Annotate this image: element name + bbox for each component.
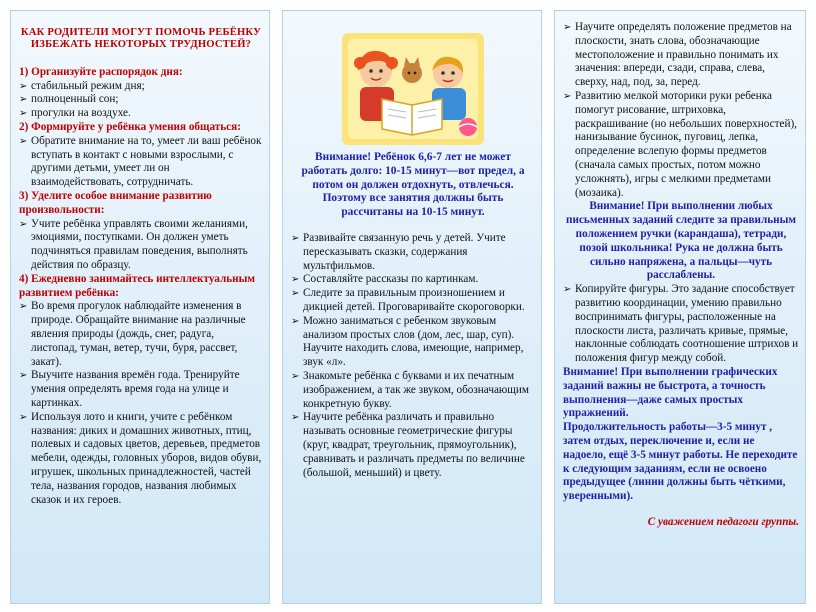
- list-item: ➢ Во время прогулок наблюдайте изменения в природе. Обращайте внимание на различные явления природы (дождь, снег, радуга, листопад, туман, ветер, тучи, буря, рассвет, закат).: [19, 300, 246, 368]
- arrow-bullet-icon: ➢: [563, 90, 572, 102]
- signature: С уважением педагоги группы.: [647, 515, 799, 528]
- attention-note-graphics: Внимание! При выполнении графических заданий важны не быстрота, а точность выполнения—даже самых простых упражнений.: [563, 365, 778, 420]
- arrow-bullet-icon: ➢: [19, 370, 28, 382]
- list-item: ➢ Развитию мелкой моторики руки ребенка помогут рисование, штриховка, раскрашивание (но небольших поверхностей), нанизывание бусинок, пуговиц, лепка, определение вслепую формы предметов (сначала самых простых, потом можно усложнять), игры с мелкими предметами (мозаика).: [563, 89, 797, 199]
- list-item: ➢ Составляйте рассказы по картинкам.: [291, 273, 479, 286]
- arrow-bullet-icon: ➢: [563, 284, 572, 296]
- list-item: ➢ Используя лото и книги, учите с ребёнком названия: диких и домашних животных, птиц, полевых и садовых цветов, деревьев, предметов мебели, одежды, головных уборов, видов обуви, игрушек, школьных принадлежностей, частей тела, названия городов, названия любимых сказок и их героев.: [19, 410, 262, 506]
- arrow-bullet-icon: ➢: [19, 135, 28, 147]
- section-1-heading: 1) Организуйте распорядок дня:: [19, 65, 183, 78]
- arrow-bullet-icon: ➢: [291, 412, 300, 424]
- list-item: ➢ Копируйте фигуры. Это задание способствует развитию координации, умению правильно воспринимать фигуры, расположенные на плоскости листа, различать кривые, прямые, наклонные соблюдать соотношение штрихов и положения фигур между собой.: [563, 283, 799, 365]
- arrow-bullet-icon: ➢: [291, 370, 300, 382]
- arrow-bullet-icon: ➢: [19, 411, 28, 423]
- arrow-bullet-icon: ➢: [291, 274, 300, 286]
- list-item: ➢ прогулки на воздухе.: [19, 107, 131, 120]
- panel-right-content: [563, 21, 799, 597]
- list-item: ➢ Научите определять положение предметов на плоскости, знать слова, обозначающие местоположение и правильно понимать их значения: впереди, сзади, справа, слева, сверху, над, под, за, перед.: [563, 21, 792, 89]
- section-2-heading: 2) Формируйте у ребёнка умения общаться:: [19, 121, 241, 133]
- attention-note-writing: Внимание! При выполнении любых письменных заданий следите за правильным положением ручки (карандаша), тетради, позой школьника! Рука не должна быть сильно напряжена, а пальцы—чуть расслаблены.: [566, 200, 796, 282]
- leaflet-title: КАК РОДИТЕЛИ МОГУТ ПОМОЧЬ РЕБЁНКУ ИЗБЕЖАТЬ НЕКОТОРЫХ ТРУДНОСТЕЙ?: [20, 27, 262, 51]
- list-item: ➢ Развивайте связанную речь у детей. Учите пересказывать сказки, содержания мультфильмов.: [291, 231, 506, 272]
- panel-middle-content: [291, 21, 535, 597]
- list-item: ➢ Следите за правильным произношением и дикцией детей. Проговаривайте скороговорки.: [291, 287, 525, 313]
- list-item: ➢ Можно заниматься с ребенком звуковым анализом простых слов (дом, лес, шар, суп). Научите находить слова, имеющие, например, звук «л».: [291, 314, 524, 369]
- attention-notice: Внимание! Ребёнок 6,6-7 лет не может работать долго: 10-15 минут—вот предел, а потом он должен отдохнуть, отвлечься. Поэтому все занятия должны быть рассчитаны на 10-15 минут.: [301, 151, 525, 219]
- list-item: ➢ Обратите внимание на то, умеет ли ваш ребёнок вступать в контакт с новыми взрослыми, с другими детьми, умеет ли он взаимодействовать, сотрудничать.: [19, 134, 262, 189]
- children-reading-illustration: [342, 33, 484, 145]
- section-3-heading: 3) Уделите особое внимание развитию произвольности:: [19, 189, 212, 216]
- arrow-bullet-icon: ➢: [19, 108, 28, 120]
- list-item: ➢ Знакомьте ребёнка с буквами и их печатным изображением, а так же звуком, обозначающим конкретную букву.: [291, 369, 529, 410]
- panel-left-content: [19, 21, 263, 597]
- work-duration-note: Продолжительность работы—3-5 минут , затем отдых, переключение и, если не надоело, ещё 3-5 минут работы. Не переходите к следующим заданиям, если не освоено предыдущее (линии должны быть чёткими, уверенными).: [563, 421, 798, 503]
- list-item: ➢ Учите ребёнка управлять своими желаниями, эмоциями, поступками. Он должен уметь подчиняться правилам поведения, выполнять действия по образцу.: [19, 217, 248, 271]
- arrow-bullet-icon: ➢: [291, 315, 300, 327]
- list-item: ➢ полноценный сон;: [19, 93, 119, 106]
- arrow-bullet-icon: ➢: [291, 288, 300, 300]
- list-item: ➢ Выучите названия времён года. Тренируйте умения определять время года на улице и картинках.: [19, 369, 240, 409]
- section-4-heading: 4) Ежедневно занимайтесь интеллектуальным развитием ребёнка:: [19, 272, 255, 299]
- arrow-bullet-icon: ➢: [19, 80, 28, 92]
- arrow-bullet-icon: ➢: [563, 22, 572, 33]
- arrow-bullet-icon: ➢: [291, 232, 300, 244]
- arrow-bullet-icon: ➢: [19, 301, 28, 313]
- list-item: ➢ Научите ребёнка различать и правильно называть основные геометрические фигуры (круг, квадрат, треугольник, прямоугольник), сравнивать и различать предметы по величине (большой, меньший) и цвету.: [291, 411, 525, 479]
- panel-right: [554, 10, 806, 604]
- arrow-bullet-icon: ➢: [19, 94, 28, 106]
- panel-left: [10, 10, 270, 604]
- list-item: ➢ стабильный режим дня;: [19, 79, 145, 92]
- panel-middle: [282, 10, 542, 604]
- arrow-bullet-icon: ➢: [19, 218, 28, 230]
